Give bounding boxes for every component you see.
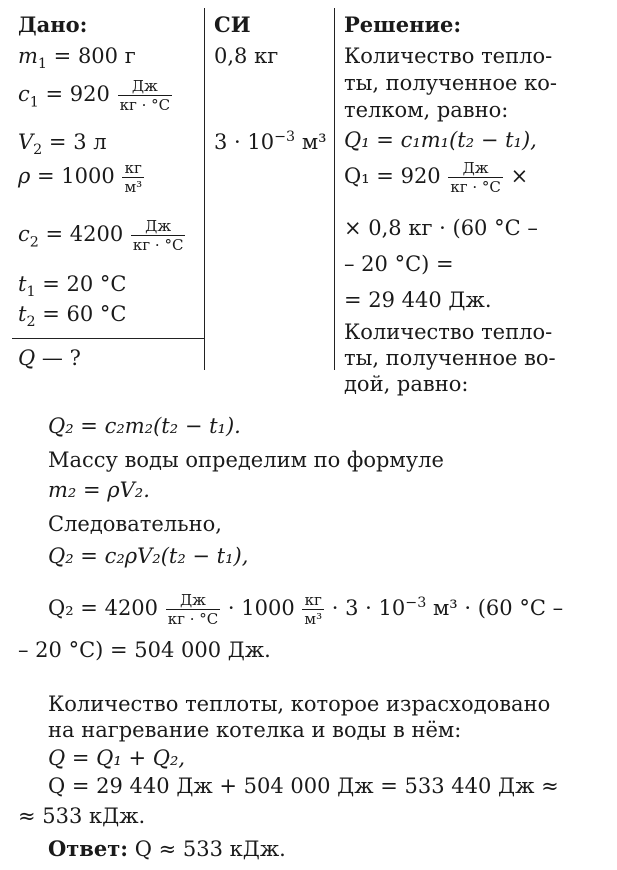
solution-p1-line1: Количество тепло- <box>344 44 553 68</box>
si-m1: 0,8 кг <box>214 44 279 68</box>
solution-q1-result: = 29 440 Дж. <box>344 288 492 312</box>
q2-formula: Q₂ = c₂m₂(t₂ − t₁). <box>48 414 241 438</box>
given-t2: $t_2 = 60$ °С <box>18 302 127 331</box>
solution-p2-line2: ты, полученное во- <box>344 346 556 370</box>
divider-find <box>12 338 204 339</box>
m2-formula: m₂ = ρV₂. <box>48 478 150 502</box>
q2-calculation: Q₂ = 4200 $\frac{Дж}{кг \cdot ^\circ С}$ · 1000 $\frac{кг}{\text{м³}}$ · $3 \cdot 10^{-3}$ м³ · (60 °С – <box>48 591 564 629</box>
q-approx: ≈ 533 кДж. <box>18 804 146 828</box>
divider-given-si <box>204 8 205 370</box>
header-si: СИ <box>214 12 251 37</box>
given-t1: $t_1 = 20$ °С <box>18 272 127 301</box>
solution-p2-line3: дой, равно: <box>344 372 469 396</box>
q-sum-formula: Q = Q₁ + Q₂, <box>48 746 186 770</box>
given-m1: $m_1 = 800$ г <box>18 44 136 73</box>
q2-result: – 20 °С) = 504 000 Дж. <box>18 638 271 662</box>
solution-p2-line1: Количество тепло- <box>344 320 553 344</box>
given-c1: $c_1 = 920$ $\frac{Дж}{кг \cdot ^\circ С}$ <box>18 77 171 115</box>
mass-text: Массу воды определим по формуле <box>48 448 444 472</box>
header-solution: Решение: <box>344 12 462 37</box>
answer-value: Q ≈ 533 кДж. <box>134 837 286 861</box>
q2-substituted: Q₂ = c₂ρV₂(t₂ − t₁), <box>48 544 249 568</box>
given-find: Q — ? <box>18 346 81 370</box>
consequently-text: Следовательно, <box>48 512 222 536</box>
q-calculation: Q = 29 440 Дж + 504 000 Дж = 533 440 Дж ≈ <box>48 774 559 798</box>
total-text-line2: на нагревание котелка и воды в нём: <box>48 718 462 742</box>
given-v2: $V_2 = 3$ л <box>18 130 107 159</box>
answer-line <box>48 838 286 860</box>
header-given: Дано: <box>18 12 88 37</box>
solution-p1-line3: телком, равно: <box>344 98 509 122</box>
solution-q1-formula: Q₁ = c₁m₁(t₂ − t₁), <box>344 128 537 152</box>
solution-q1-line3: – 20 °С) = <box>344 252 454 276</box>
solution-q1-line2: × 0,8 кг · (60 °С – <box>344 216 538 240</box>
total-text-line1: Количество теплоты, которое израсходовано <box>48 692 551 716</box>
given-c2: $c_2 = 4200$ $\frac{Дж}{кг \cdot ^\circ С}$ <box>18 217 184 255</box>
si-v2: $3 \cdot 10^{-3}$ м³ <box>214 129 327 154</box>
answer-label: Ответ: <box>48 836 129 861</box>
solution-p1-line2: ты, полученное ко- <box>344 71 557 95</box>
given-rho: ρ = 1000 $\frac{кг}{\text{м³}}$ <box>18 159 143 197</box>
solution-q1-calc: Q₁ = 920 $\frac{Дж}{кг \cdot ^\circ С}$ × <box>344 159 529 197</box>
divider-si-solution <box>334 8 335 370</box>
